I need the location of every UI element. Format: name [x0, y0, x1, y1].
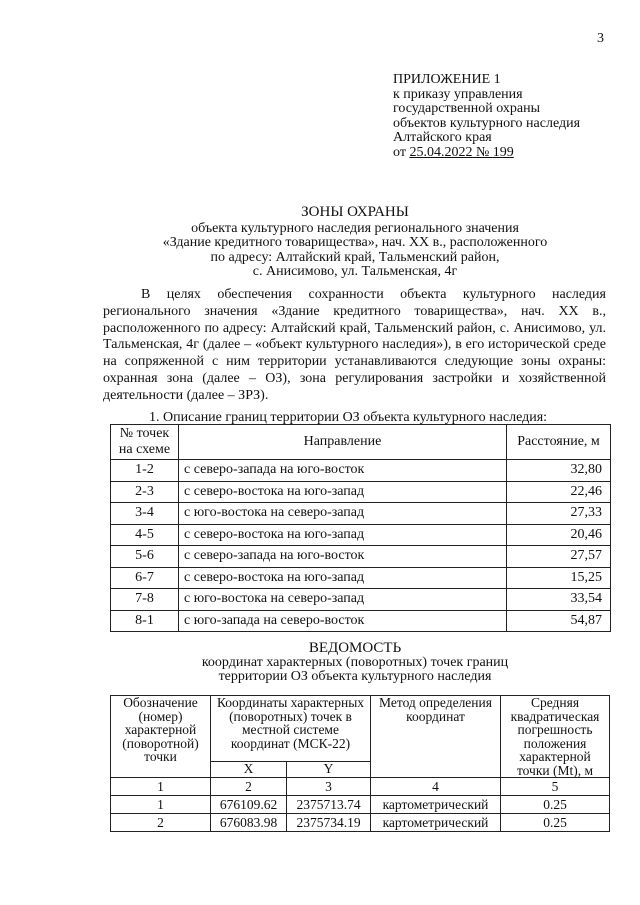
- column-number: 4: [371, 778, 501, 796]
- cell-method: картометрический: [371, 814, 501, 832]
- table-row: [111, 524, 611, 546]
- title-main: ЗОНЫ ОХРАНЫ: [301, 204, 409, 220]
- cell-distance: 27,57: [507, 546, 611, 568]
- table-row: [111, 460, 611, 482]
- cell-y: 2375713.74: [287, 796, 371, 814]
- table-row: [111, 610, 611, 632]
- coordinates-table: [110, 695, 610, 832]
- appendix-line: к приказу управления: [393, 86, 523, 102]
- header-method: Метод определения координат: [371, 696, 501, 778]
- table1-caption: 1. Описание границ территории ОЗ объекта культурного наследия:: [149, 410, 548, 425]
- title-line: с. Анисимово, ул. Тальменская, 4г: [252, 264, 458, 279]
- cell-distance: 20,46: [507, 524, 611, 546]
- order-number-prefix: №: [472, 144, 493, 160]
- header-coordinates: Координаты характерных (поворотных) точек в местной системе координат (МСК-22): [211, 696, 371, 762]
- cell-direction: с юго-запада на северо-восток: [179, 610, 507, 632]
- cell-error: 0.25: [501, 814, 610, 832]
- cell-distance: 33,54: [507, 589, 611, 611]
- document-title: [120, 205, 590, 280]
- column-number: 5: [501, 778, 610, 796]
- title-line: объекта культурного наследия регионального значения: [191, 220, 519, 236]
- table-row: [111, 589, 611, 611]
- page-number: 3: [597, 31, 604, 46]
- vedomost-main: ВЕДОМОСТЬ: [308, 640, 402, 656]
- vedomost-line: координат характерных (поворотных) точек границ: [201, 654, 509, 670]
- column-number: 1: [111, 778, 211, 796]
- cell-distance: 22,46: [507, 481, 611, 503]
- cell-x: 676109.62: [211, 796, 287, 814]
- appendix-line: Алтайского края: [393, 130, 492, 145]
- intro-paragraph: [103, 287, 606, 405]
- table-row: [111, 503, 611, 525]
- table-row: [111, 546, 611, 568]
- header-x: X: [211, 762, 287, 778]
- intro-text: В целях обеспечения сохранности объекта культурного наследия регионального значения «Здание кредитного товарищества», нач. XX в., расположенного по адресу: Алтайский край, Тальменский район, с. Анисимово, ул. Тальменская, 4г (далее – «объект культурного наследия»), в его исторической среде на сопряженной с ним территории устанавливаются следующие зоны охраны: охранная зона (далее – ОЗ), зона регулирования застройки и хозяйственной деятельности (далее – ЗРЗ).: [103, 287, 606, 403]
- cell-points: 6-7: [111, 567, 179, 589]
- title-line: «Здание кредитного товарищества», нач. XX в., расположенного: [162, 235, 548, 250]
- cell-y: 2375734.19: [287, 814, 371, 832]
- header-designation: Обозначение (номер) характерной (поворотной) точки: [111, 696, 211, 778]
- appendix-line: государственной охраны: [393, 101, 541, 116]
- header-direction: Направление: [179, 425, 507, 460]
- boundary-table: [110, 424, 611, 632]
- cell-direction: с северо-востока на юго-запад: [179, 567, 507, 589]
- cell-distance: 32,80: [507, 460, 611, 482]
- cell-points: 3-4: [111, 503, 179, 525]
- appendix-line: объектов культурного наследия: [393, 115, 581, 131]
- cell-distance: 27,33: [507, 503, 611, 525]
- header-points: № точек на схеме: [111, 425, 179, 460]
- table-row: [111, 481, 611, 503]
- column-number: 3: [287, 778, 371, 796]
- table-row: [111, 796, 610, 814]
- appendix-date-line: [393, 146, 580, 161]
- cell-points: 8-1: [111, 610, 179, 632]
- table-row: [111, 814, 610, 832]
- cell-point-number: 2: [111, 814, 211, 832]
- cell-direction: с северо-востока на юго-запад: [179, 524, 507, 546]
- vedomost-line: территории ОЗ объекта культурного наследия: [218, 669, 492, 684]
- appendix-header: [393, 73, 580, 160]
- vedomost-title: [120, 641, 590, 685]
- date-prefix: от: [393, 144, 410, 160]
- cell-method: картометрический: [371, 796, 501, 814]
- cell-direction: с северо-востока на юго-запад: [179, 481, 507, 503]
- cell-points: 2-3: [111, 481, 179, 503]
- table-row: [111, 567, 611, 589]
- order-number: 199: [492, 144, 514, 160]
- cell-points: 4-5: [111, 524, 179, 546]
- cell-distance: 15,25: [507, 567, 611, 589]
- header-y: Y: [287, 762, 371, 778]
- appendix-line: ПРИЛОЖЕНИЕ 1: [393, 72, 501, 87]
- cell-points: 5-6: [111, 546, 179, 568]
- cell-distance: 54,87: [507, 610, 611, 632]
- cell-point-number: 1: [111, 796, 211, 814]
- table-header-row: [111, 696, 610, 762]
- cell-direction: с юго-востока на северо-запад: [179, 589, 507, 611]
- cell-direction: с северо-запада на юго-восток: [179, 546, 507, 568]
- header-error: Средняя квадратическая погрешность положения характерной точки (Mt), м: [501, 696, 610, 778]
- column-number-row: [111, 778, 610, 796]
- title-line: по адресу: Алтайский край, Тальменский район,: [210, 249, 500, 265]
- cell-direction: с северо-запада на юго-восток: [179, 460, 507, 482]
- cell-x: 676083.98: [211, 814, 287, 832]
- table-header-row: [111, 425, 611, 460]
- cell-direction: с юго-востока на северо-запад: [179, 503, 507, 525]
- order-date: 25.04.2022: [409, 144, 473, 160]
- cell-points: 7-8: [111, 589, 179, 611]
- header-distance: Расстояние, м: [507, 425, 611, 460]
- column-number: 2: [211, 778, 287, 796]
- cell-error: 0.25: [501, 796, 610, 814]
- cell-points: 1-2: [111, 460, 179, 482]
